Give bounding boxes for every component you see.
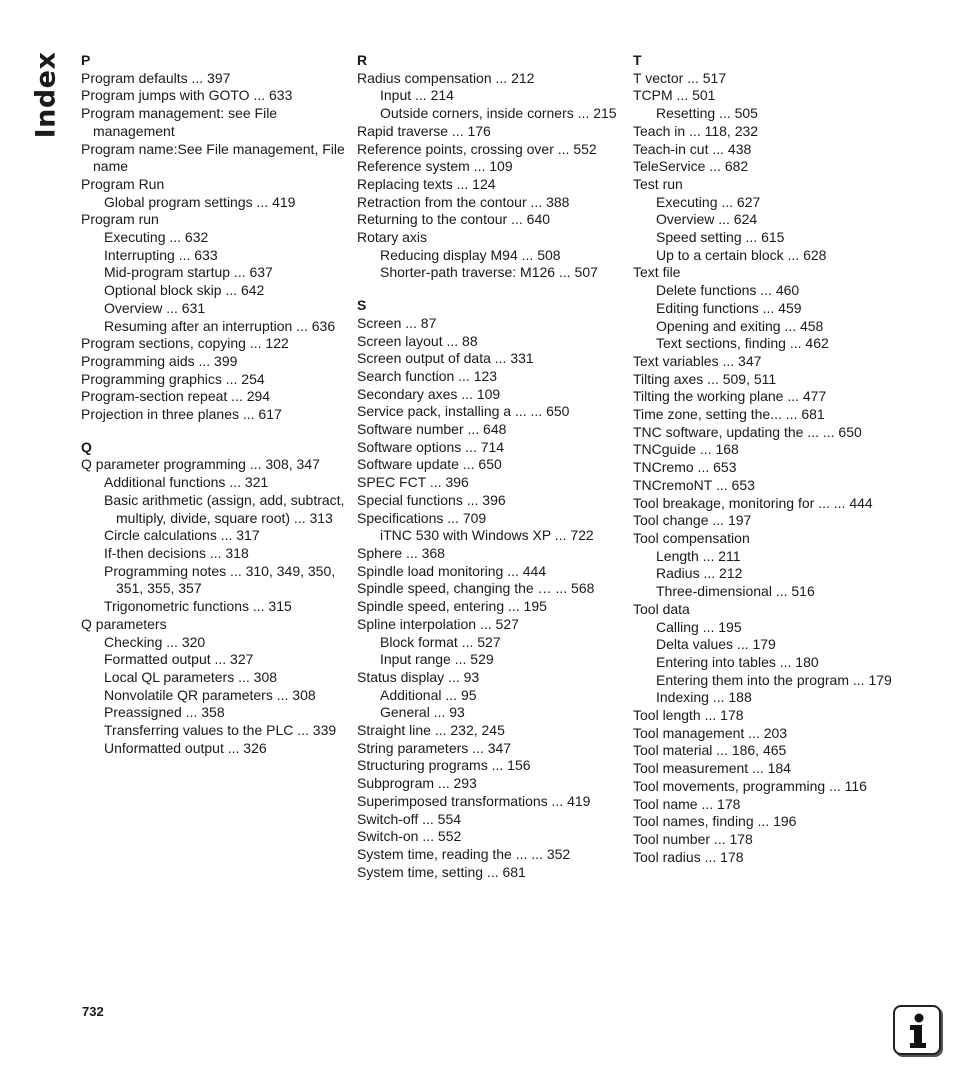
section-letter: P	[81, 52, 91, 68]
index-entry: Software number ... 648	[357, 421, 507, 438]
index-entry: System time, setting ... 681	[357, 863, 526, 880]
index-subentry: Circle calculations ... 317	[104, 527, 260, 544]
index-subentry: Checking ... 320	[104, 633, 206, 650]
index-subentry: Programming notes ... 310, 349, 350, 351, 355, 357	[104, 562, 336, 597]
index-subentry: Length ... 211	[656, 547, 741, 564]
index-subentry: Executing ... 627	[656, 193, 761, 210]
index-entry: Program Run	[81, 175, 165, 192]
index-section	[81, 439, 349, 758]
index-entry: Reference points, crossing over ... 552	[357, 140, 597, 157]
index-entry: Program sections, copying ... 122	[81, 335, 289, 352]
index-subentry: Unformatted output ... 326	[104, 739, 267, 756]
index-subentry: Entering into tables ... 180	[656, 653, 819, 670]
index-section	[81, 52, 349, 424]
index-subentry: Additional functions ... 321	[104, 474, 269, 491]
index-entry: Projection in three planes ... 617	[81, 406, 282, 423]
index-entry: Structuring programs ... 156	[357, 757, 531, 774]
index-subentry: Resuming after an interruption ... 636	[104, 317, 336, 334]
index-entry: Spindle speed, entering ... 195	[357, 598, 547, 615]
index-entry: Screen ... 87	[357, 314, 437, 331]
index-entry: Q parameter programming ... 308, 347	[81, 456, 320, 473]
index-subentry: Executing ... 632	[104, 229, 209, 246]
index-entry: Tilting the working plane ... 477	[633, 388, 827, 405]
index-entry: Program defaults ... 397	[81, 69, 231, 86]
index-entry: Programming aids ... 399	[81, 352, 238, 369]
index-entry: Program run	[81, 211, 159, 228]
index-entry: Teach in ... 118, 232	[633, 122, 759, 139]
index-entry: Tool number ... 178	[633, 830, 753, 847]
index-subentry: Block format ... 527	[380, 633, 501, 650]
index-entry: Rotary axis	[357, 229, 428, 246]
index-entry: Secondary axes ... 109	[357, 385, 501, 402]
index-entry: Screen output of data ... 331	[357, 350, 534, 367]
index-subentry: Preassigned ... 358	[104, 704, 225, 721]
index-entry: Service pack, installing a ... ... 650	[357, 403, 570, 420]
index-entry: Specifications ... 709	[357, 509, 487, 526]
index-entry: Tool length ... 178	[633, 707, 744, 724]
index-entry: Spline interpolation ... 527	[357, 615, 519, 632]
index-entry: Tool name ... 178	[633, 795, 741, 812]
index-entry: Text file	[633, 264, 681, 281]
index-subentry: Overview ... 624	[656, 211, 758, 228]
index-entry: Text variables ... 347	[633, 352, 762, 369]
index-entry: Software update ... 650	[357, 456, 502, 473]
index-subentry: Interrupting ... 633	[104, 246, 218, 263]
index-subentry: Entering them into the program ... 179	[656, 671, 892, 688]
index-entry: Special functions ... 396	[357, 491, 506, 508]
index-entry: Tool measurement ... 184	[633, 760, 791, 777]
index-subentry: Editing functions ... 459	[656, 299, 802, 316]
section-letter: R	[357, 52, 368, 68]
index-entry: Replacing texts ... 124	[357, 175, 496, 192]
index-subentry: Reducing display M94 ... 508	[380, 246, 561, 263]
index-subentry: Outside corners, inside corners ... 215	[380, 105, 617, 122]
index-entry: Program-section repeat ... 294	[81, 388, 271, 405]
section-letter: Q	[81, 438, 92, 455]
index-entry: TCPM ... 501	[633, 87, 716, 104]
index-entry: System time, reading the ... ... 352	[357, 845, 571, 862]
index-subentry: Radius ... 212	[656, 565, 743, 582]
index-subentry: iTNC 530 with Windows XP ... 722	[380, 527, 594, 544]
index-entry: Program name:See File management, File name	[81, 140, 345, 175]
index-entry: Search function ... 123	[357, 367, 498, 384]
index-subentry: Trigonometric functions ... 315	[104, 598, 292, 615]
index-entry: Tilting axes ... 509, 511	[633, 370, 777, 387]
index-subentry: Speed setting ... 615	[656, 229, 785, 246]
index-entry: Program jumps with GOTO ... 633	[81, 87, 293, 104]
index-subentry: Delete functions ... 460	[656, 282, 800, 299]
index-entry: Tool breakage, monitoring for ... ... 444	[633, 494, 873, 511]
index-entry: TNCguide ... 168	[633, 441, 739, 458]
index-entry: Superimposed transformations ... 419	[357, 792, 591, 809]
index-subentry: Calling ... 195	[656, 618, 742, 635]
section-letter: S	[357, 297, 367, 314]
index-entry: Switch-on ... 552	[357, 828, 462, 845]
index-entry: Returning to the contour ... 640	[357, 211, 551, 228]
page-number: 732	[82, 1004, 104, 1019]
index-entry: Tool material ... 186, 465	[633, 742, 787, 759]
index-subentry: Global program settings ... 419	[104, 193, 296, 210]
index-title-text: Index	[30, 51, 62, 139]
index-subentry: Overview ... 631	[104, 299, 206, 316]
index-subentry: Mid-program startup ... 637	[104, 264, 273, 281]
index-entry: Tool compensation	[633, 529, 750, 546]
index-column-1	[81, 49, 349, 757]
index-section	[357, 52, 625, 282]
index-entry: SPEC FCT ... 396	[357, 474, 469, 491]
index-subentry: Local QL parameters ... 308	[104, 668, 278, 685]
index-entry: Tool movements, programming ... 116	[633, 777, 867, 794]
index-entry: Spindle speed, changing the … ... 568	[357, 580, 595, 597]
index-entry: Rapid traverse ... 176	[357, 122, 491, 139]
index-subentry: Input ... 214	[380, 87, 454, 104]
index-entry: Sphere ... 368	[357, 544, 445, 561]
index-subentry: Text sections, finding ... 462	[656, 335, 829, 352]
index-entry: TNC software, updating the ... ... 650	[633, 423, 862, 440]
index-subentry: Delta values ... 179	[656, 636, 776, 653]
index-entry: Time zone, setting the... ... 681	[633, 406, 825, 423]
index-subentry: Resetting ... 505	[656, 105, 758, 122]
section-letter: T	[633, 52, 642, 68]
index-entry: Tool names, finding ... 196	[633, 813, 797, 830]
index-side-title	[28, 50, 64, 140]
index-section	[357, 297, 625, 881]
index-subentry: Nonvolatile QR parameters ... 308	[104, 686, 316, 703]
index-subentry: Shorter-path traverse: M126 ... 507	[380, 264, 598, 281]
index-entry: TNCremo ... 653	[633, 459, 737, 476]
index-entry: Teach-in cut ... 438	[633, 140, 752, 157]
index-entry: Q parameters	[81, 615, 167, 632]
index-entry: Spindle load monitoring ... 444	[357, 562, 547, 579]
index-entry: Screen layout ... 88	[357, 332, 478, 349]
index-subentry: Optional block skip ... 642	[104, 282, 265, 299]
index-subentry: Transferring values to the PLC ... 339	[104, 722, 337, 739]
index-entry: Tool data	[633, 600, 690, 617]
index-subentry: Indexing ... 188	[656, 689, 752, 706]
index-entry: Tool change ... 197	[633, 512, 752, 529]
index-entry: Subprogram ... 293	[357, 775, 477, 792]
index-entry: Tool management ... 203	[633, 724, 788, 741]
index-column-2	[357, 49, 625, 881]
index-entry: Test run	[633, 175, 683, 192]
index-subentry: Opening and exiting ... 458	[656, 317, 824, 334]
index-entry: Reference system ... 109	[357, 158, 513, 175]
index-entry: TeleService ... 682	[633, 158, 749, 175]
index-entry: TNCremoNT ... 653	[633, 476, 755, 493]
index-subentry: Up to a certain block ... 628	[656, 246, 827, 263]
index-entry: T vector ... 517	[633, 69, 727, 86]
index-subentry: Three-dimensional ... 516	[656, 583, 815, 600]
index-subentry: General ... 93	[380, 704, 465, 721]
index-entry: Straight line ... 232, 245	[357, 722, 505, 739]
index-column-3	[633, 49, 901, 866]
index-subentry: Basic arithmetic (assign, add, subtract, multiply, divide, square root) ... 313	[104, 491, 345, 526]
index-subentry: If-then decisions ... 318	[104, 544, 249, 561]
index-entry: Radius compensation ... 212	[357, 69, 535, 86]
info-icon	[893, 1005, 941, 1055]
index-entry: Status display ... 93	[357, 668, 480, 685]
index-entry: Retraction from the contour ... 388	[357, 193, 570, 210]
index-entry: Tool radius ... 178	[633, 848, 744, 865]
index-entry: Switch-off ... 554	[357, 810, 462, 827]
index-entry: Software options ... 714	[357, 438, 505, 455]
index-subentry: Additional ... 95	[380, 686, 477, 703]
index-entry: Program management: see File management	[81, 105, 278, 139]
index-entry: Programming graphics ... 254	[81, 370, 265, 387]
index-subentry: Input range ... 529	[380, 651, 494, 668]
index-entry: String parameters ... 347	[357, 739, 512, 756]
index-section	[633, 52, 901, 866]
index-subentry: Formatted output ... 327	[104, 651, 254, 668]
